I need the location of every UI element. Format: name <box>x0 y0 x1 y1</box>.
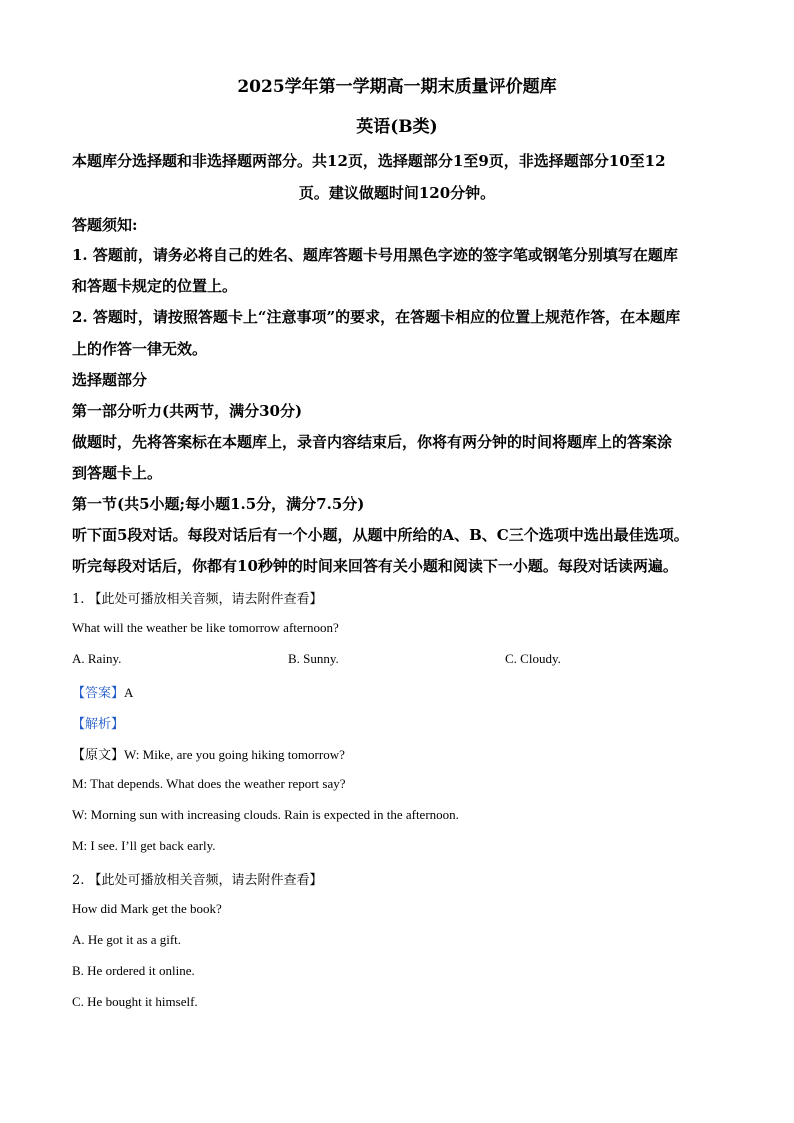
q1-answer <box>72 682 133 701</box>
intro-line-1: 本题库分选择题和非选择题两部分。共12页，选择题部分1至9页，非选择题部分10至12 <box>72 152 666 170</box>
intro-line-2: 页。建议做题时间120分钟。 <box>298 184 496 202</box>
answer-label: 【答案】 <box>72 686 125 701</box>
q1-option-b: B. Sunny. <box>288 651 339 666</box>
q1-transcript-line-4: M: I see. I’ll get back early. <box>72 838 216 853</box>
page-title: 2025学年第一学期高一期末质量评价题库 <box>237 77 557 97</box>
q1-analysis-label: 【解析】 <box>72 717 125 732</box>
q2-question: How did Mark get the book? <box>72 901 222 916</box>
answer-value: A <box>124 685 134 700</box>
transcript-text: W: Mike, are you going hiking tomorrow? <box>124 747 345 762</box>
section1-instruction-line-2: 听完每段对话后，你都有10秒钟的时间来回答有关小题和阅读下一小题。每段对话读两遍。 <box>72 557 678 575</box>
notice-item-2-line-2: 上的作答一律无效。 <box>72 340 208 358</box>
notice-item-2-line-1: 2. 答题时，请按照答题卡上“注意事项”的要求，在答题卡相应的位置上规范作答，在本题库 <box>72 308 681 326</box>
section1-heading: 第一节(共5小题;每小题1.5分，满分7.5分) <box>72 495 365 513</box>
notice-heading: 答题须知: <box>72 216 138 234</box>
q2-option-b: B. He ordered it online. <box>72 963 195 978</box>
q2-option-a: A. He got it as a gift. <box>72 932 182 947</box>
transcript-label: 【原文】 <box>72 748 125 763</box>
part1-heading: 第一部分听力(共两节，满分30分) <box>72 402 303 420</box>
q1-option-a: A. Rainy. <box>72 651 122 666</box>
q1-option-c: C. Cloudy. <box>505 651 561 666</box>
q1-transcript-line-1 <box>72 744 345 763</box>
q2-option-c: C. He bought it himself. <box>72 994 198 1009</box>
notice-item-1-line-1: 1. 答题前，请务必将自己的姓名、题库答题卡号用黑色字迹的签字笔或钢笔分别填写在题库 <box>72 246 678 264</box>
q1-transcript-line-2: M: That depends. What does the weather report say? <box>72 776 346 791</box>
q2-audio-placeholder[interactable]: 2. 【此处可播放相关音频，请去附件查看】 <box>72 873 323 888</box>
choice-section-heading: 选择题部分 <box>72 371 148 389</box>
section1-instruction-line-1: 听下面5段对话。每段对话后有一个小题，从题中所给的A、B、C三个选项中选出最佳选项。 <box>72 526 689 544</box>
part1-instruction-line-2: 到答题卡上。 <box>72 464 163 482</box>
page-subtitle: 英语(B类) <box>356 117 438 137</box>
q1-transcript-line-3: W: Morning sun with increasing clouds. Rain is expected in the afternoon. <box>72 807 459 822</box>
q1-audio-placeholder[interactable]: 1. 【此处可播放相关音频，请去附件查看】 <box>72 592 323 607</box>
part1-instruction-line-1: 做题时，先将答案标在本题库上，录音内容结束后，你将有两分钟的时间将题库上的答案涂 <box>72 433 673 451</box>
q1-question: What will the weather be like tomorrow afternoon? <box>72 620 339 635</box>
notice-item-1-line-2: 和答题卡规定的位置上。 <box>72 277 238 295</box>
